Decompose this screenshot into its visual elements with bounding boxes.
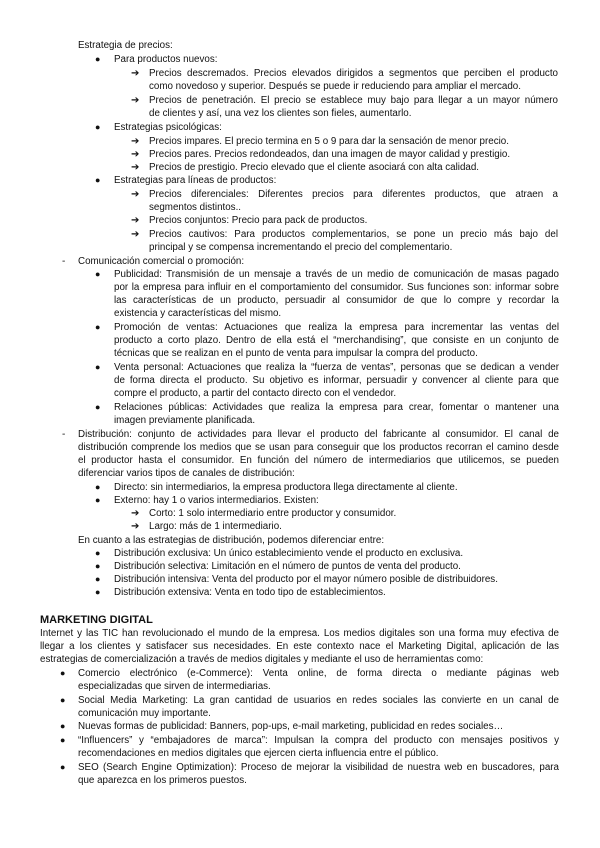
advertising-line: existencia y características del mismo. <box>114 308 282 319</box>
distribution-strategies: En cuanto a las estrategias de distribución, podemos diferenciar entre: <box>78 535 385 546</box>
distribution-direct: Directo: sin intermediarios, la empresa productora llega directamente al cliente. <box>114 482 458 493</box>
public-relations-line: imagen previamente planificada. <box>114 415 256 426</box>
personal-selling-line: de forma directa el producto. Su objetivo es informar, persuadir y convencer al cliente para que <box>114 375 559 386</box>
bullet-icon: ● <box>95 561 101 571</box>
distribution-line: el productor hasta el consumidor. En función del número de intermediarios que utilicemos, se pueden <box>78 455 559 466</box>
bullet-icon: ● <box>60 695 66 705</box>
social-media-line: Social Media Marketing: La gran cantidad de usuarios en redes sociales las convierte en un canal de <box>78 695 559 706</box>
sales-promotion-line: producto a corto plazo. Dentro de ella está el “merchandising”, que consiste en un conjunto de <box>114 335 559 346</box>
marketing-intro-line: estrategias de comercialización a través de medios digitales y mediante el uso de herramientas como: <box>40 654 484 665</box>
pricing-even: Precios pares. Precios redondeados, dan una imagen de mayor calidad y prestigio. <box>149 149 511 160</box>
arrow-icon: ➔ <box>131 95 140 106</box>
distribution-short: Corto: 1 solo intermediario entre productor y consumidor. <box>149 508 397 519</box>
bullet-icon: ● <box>95 548 101 558</box>
pricing-skimming-line: como novedoso y superior. Después se puede ir reduciendo para ampliar el mercado. <box>149 81 521 92</box>
ecommerce-line: Comercio electrónico (e-Commerce): Venta online, de forma directa o mediante páginas web <box>78 668 559 679</box>
bullet-icon: ● <box>95 269 101 279</box>
dash-icon: - <box>62 256 66 267</box>
social-media-line: comunicación muy importante. <box>78 708 211 719</box>
seo-line: que aparezca en los primeros puestos. <box>78 775 247 786</box>
distribution-line: Distribución: conjunto de actividades para llevar el producto del fabricante al consumidor. El canal de <box>78 429 559 440</box>
influencers-line: “Influencers” y “embajadores de marca”: Impulsan la compra del producto con mensajes positivos y <box>78 735 559 746</box>
distribution-selective: Distribución selectiva: Limitación en el número de puntos de venta del producto. <box>114 561 461 572</box>
distribution-extensive: Distribución extensiva: Venta en todo tipo de establecimientos. <box>114 587 386 598</box>
distribution-external: Externo: hay 1 o varios intermediarios. Existen: <box>114 495 319 506</box>
advertising-line: Publicidad: Transmisión de un mensaje a través de un medio de comunicación de masas pagado <box>114 269 559 280</box>
pricing-product-lines: Estrategias para líneas de productos: <box>114 175 277 186</box>
distribution-line: distribución comprende los medios que se usan para conseguir que los productos recorran el camino desde <box>78 442 559 453</box>
marketing-intro-line: llegar a los clientes y satisfacer sus necesidades. En este contexto nace el Marketing Digital, aplicación de las <box>40 641 559 652</box>
arrow-icon: ➔ <box>131 136 140 147</box>
advertising-forms: Nuevas formas de publicidad: Banners, pop-ups, e-mail marketing, publicidad en redes sociales… <box>78 721 504 732</box>
bullet-icon: ● <box>95 482 101 492</box>
advertising-line: por la empresa para influir en el comportamiento del consumidor. Sus funciones son: informar sobre <box>114 282 559 293</box>
distribution-long: Largo: más de 1 intermediario. <box>149 521 282 532</box>
pricing-captive-line: Precios cautivos: Para productos complementarios, se pone un precio más bajo del <box>149 229 558 240</box>
arrow-icon: ➔ <box>131 68 140 79</box>
pricing-differential-line: segmentos distintos.. <box>149 202 242 213</box>
bullet-icon: ● <box>95 495 101 505</box>
distribution-line: diferenciar varios tipos de canales de distribución: <box>78 468 295 479</box>
influencers-line: recomendaciones en medios digitales que ejercen cierta influencia entre el público. <box>78 748 439 759</box>
personal-selling-line: compre el producto, a partir del contacto directo con el vendedor. <box>114 388 397 399</box>
pricing-skimming-line: Precios descremados. Precios elevados dirigidos a segmentos que perciben el producto <box>149 68 558 79</box>
bullet-icon: ● <box>95 362 101 372</box>
sales-promotion-line: técnicas que se realizan en el punto de venta para impulsar la compra del producto. <box>114 348 478 359</box>
personal-selling-line: Venta personal: Actuaciones que realiza la “fuerza de ventas”, personas que se dedican a vender <box>114 362 559 373</box>
pricing-penetration-line: de clientes y así, una vez los clientes son fieles, aumentarlo. <box>149 108 412 119</box>
bullet-icon: ● <box>95 122 101 132</box>
public-relations-line: Relaciones públicas: Actividades que realiza la empresa para crear, fomentar o mantener una <box>114 402 559 413</box>
pricing-odd: Precios impares. El precio termina en 5 o 9 para dar la sensación de menor precio. <box>149 136 509 147</box>
ecommerce-line: especializadas que sirven de intermediarias. <box>78 681 271 692</box>
distribution-exclusive: Distribución exclusiva: Un único establecimiento vende el producto en exclusiva. <box>114 548 464 559</box>
arrow-icon: ➔ <box>131 189 140 200</box>
pricing-prestige: Precios de prestigio. Precio elevado que el cliente asociará con alta calidad. <box>149 162 480 173</box>
arrow-icon: ➔ <box>131 508 140 519</box>
distribution-intensive: Distribución intensiva: Venta del producto por el mayor número posible de distribuidores. <box>114 574 498 585</box>
seo-line: SEO (Search Engine Optimization): Proceso de mejorar la visibilidad de nuestra web en buscadores, para <box>78 762 559 773</box>
pricing-heading: Estrategia de precios: <box>78 40 173 51</box>
sales-promotion-line: Promoción de ventas: Actuaciones que realiza la empresa para incrementar las ventas del <box>114 322 559 333</box>
bullet-icon: ● <box>60 762 66 772</box>
bullet-icon: ● <box>60 735 66 745</box>
communication-heading: Comunicación comercial o promoción: <box>78 256 245 267</box>
pricing-new-products: Para productos nuevos: <box>114 54 218 65</box>
arrow-icon: ➔ <box>131 521 140 532</box>
bullet-icon: ● <box>60 668 66 678</box>
bullet-icon: ● <box>95 587 101 597</box>
bullet-icon: ● <box>95 175 101 185</box>
pricing-penetration-line: Precios de penetración. El precio se establece muy bajo para llegar a un mayor número <box>149 95 558 106</box>
arrow-icon: ➔ <box>131 162 140 173</box>
section-title: MARKETING DIGITAL <box>40 614 153 626</box>
bullet-icon: ● <box>60 721 66 731</box>
arrow-icon: ➔ <box>131 229 140 240</box>
bullet-icon: ● <box>95 54 101 64</box>
bullet-icon: ● <box>95 402 101 412</box>
arrow-icon: ➔ <box>131 215 140 226</box>
pricing-differential-line: Precios diferenciales: Diferentes precios para diferentes productos, que atraen a <box>149 189 558 200</box>
pricing-psychological: Estrategias psicológicas: <box>114 122 222 133</box>
marketing-intro-line: Internet y las TIC han revolucionado el mundo de la empresa. Los medios digitales son una forma muy efectiva de <box>40 628 559 639</box>
advertising-line: las características de un producto, persuadir al consumidor de que lo compre y recordar la <box>114 295 559 306</box>
arrow-icon: ➔ <box>131 149 140 160</box>
dash-icon: - <box>62 429 66 440</box>
pricing-bundle: Precios conjuntos: Precio para pack de productos. <box>149 215 368 226</box>
bullet-icon: ● <box>95 574 101 584</box>
pricing-captive-line: principal y se compensa incrementando el precio del complementario. <box>149 242 453 253</box>
bullet-icon: ● <box>95 322 101 332</box>
